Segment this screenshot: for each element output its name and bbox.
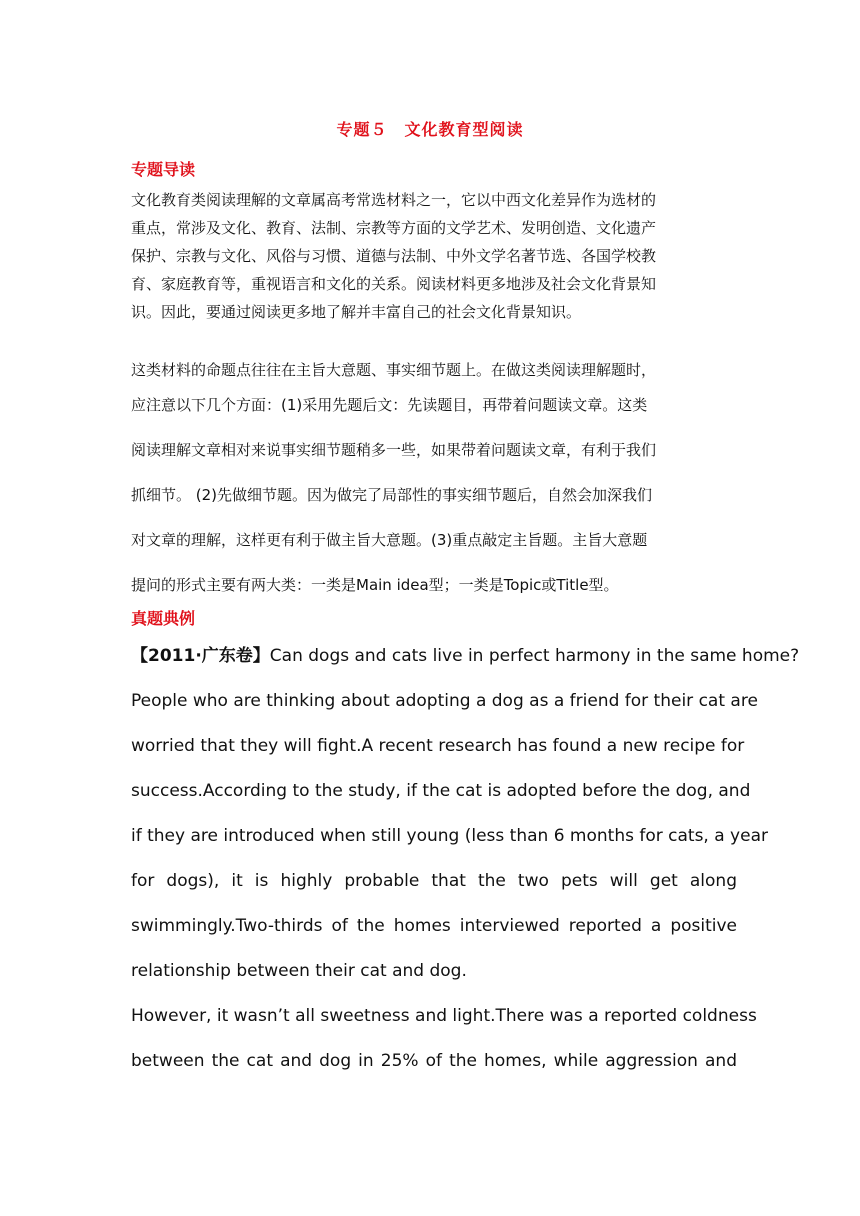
text-line: 保护、宗教与文化、风俗与习惯、道德与法制、中外文学名著节选、各国学校教 [131, 247, 657, 265]
text-line: between the cat and dog in 25% of the homes, while aggression and [131, 1051, 737, 1071]
text-line: worried that they will fight.A recent research has found a new recipe for [131, 736, 745, 756]
text-line: if they are introduced when still young (less than 6 months for cats, a year [131, 826, 768, 846]
section-heading-guide: 专题导读 [131, 160, 196, 179]
intro-paragraph [131, 186, 731, 326]
text-line: 抓细节。 (2)先做细节题。因为做完了局部性的事实细节题后，自然会加深我们 [131, 486, 653, 504]
text-line-content: Can dogs and cats live in perfect harmony in the same home? [269, 646, 800, 666]
text-line: 提问的形式主要有两大类：一类是Main idea型；一类是Topic或Title型。 [131, 576, 619, 594]
text-line: 识。因此，要通过阅读更多地了解并丰富自己的社会文化背景知识。 [131, 303, 582, 321]
text-line: 对文章的理解，这样更有利于做主旨大意题。(3)重点敲定主旨题。主旨大意题 [131, 531, 648, 549]
method-paragraph-first-line [131, 355, 731, 385]
section-heading-examples: 真题典例 [131, 609, 196, 628]
text-line: However, it wasn’t all sweetness and light.There was a reported coldness [131, 1006, 757, 1026]
page-title: 专题５ 文化教育型阅读 [336, 120, 524, 139]
example-passage [131, 634, 800, 1084]
text-line: swimmingly.Two-thirds of the homes interviewed reported a positive [131, 916, 737, 936]
text-line [131, 634, 800, 679]
text-line: relationship between their cat and dog. [131, 961, 467, 981]
text-line: People who are thinking about adopting a dog as a friend for their cat are [131, 691, 758, 711]
text-line: 这类材料的命题点往往在主旨大意题、事实细节题上。在做这类阅读理解题时， [131, 361, 657, 379]
text-line: 应注意以下几个方面：(1)采用先题后文：先读题目，再带着问题读文章。这类 [131, 396, 648, 414]
text-line: success.According to the study, if the cat is adopted before the dog, and [131, 781, 751, 801]
text-line: 阅读理解文章相对来说事实细节题稍多一些，如果带着问题读文章，有利于我们 [131, 441, 657, 459]
text-line: 育、家庭教育等，重视语言和文化的关系。阅读材料更多地涉及社会文化背景知 [131, 275, 657, 293]
text-line: 重点，常涉及文化、教育、法制、宗教等方面的文学艺术、发明创造、文化遗产 [131, 219, 657, 237]
text-line: 文化教育类阅读理解的文章属高考常选材料之一，它以中西文化差异作为选材的 [131, 191, 657, 209]
text-line: for dogs), it is highly probable that the two pets will get along [131, 871, 737, 891]
method-paragraph [131, 383, 731, 608]
source-tag: 【2011·广东卷】 [131, 646, 270, 666]
